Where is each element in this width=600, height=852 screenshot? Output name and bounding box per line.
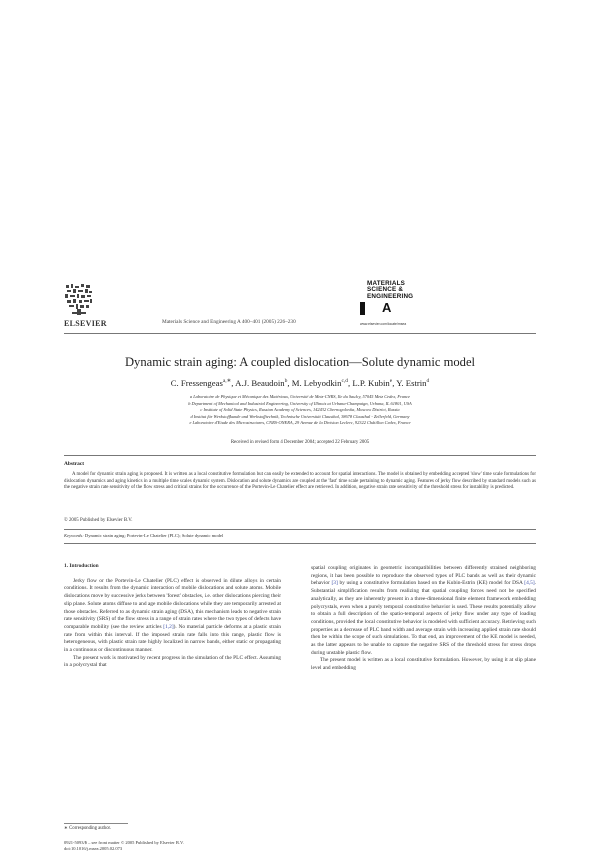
affiliation: d Institut für Werkstoffkunde und Werkstofftechnik, Technische Universität Clausthal, 38678 Clausthal - Zellerfeld, Germany — [190, 413, 410, 419]
affiliation: b Department of Mechanical and Industrial Engineering, University of Illinois at Urbana-Champaign, Urbana, IL 61801, USA — [188, 400, 412, 406]
body-paragraph — [64, 655, 281, 670]
header-divider — [64, 333, 536, 334]
abstract-copyright: © 2005 Published by Elsevier B.V. — [64, 518, 133, 523]
issn-line: 0921-5093/$ – see front matter © 2005 Published by Elsevier B.V. — [64, 840, 184, 845]
received-dates: Received in revised form 4 December 2004; accepted 22 February 2005 — [230, 440, 370, 445]
body-text: . Substantial simplification results from realizing that spatial coupling forces need not be specified analytically, as they are inherently present in a three-dimensional finite element framework embedding polycrystals, even when a purely temporal constitutive behavior is used. These results potentially allow to obtain a full description of the spatio-temporal aspects of jerky flow under any type of loading conditions, provided the local constitutive behavior is modeled with sufficient accuracy. Retrieving such properties as a decrease of PLC band width and average strain with increasing applied strain rate should then be within the scope of such simulations. To that end, an improvement of the KE model is needed, as the latter appears to be unable to capture the negative SRS of the threshold stress for stress drops during unstable plastic flow. — [311, 580, 536, 656]
abstract-top-divider — [64, 455, 536, 456]
footnote: ∗ Corresponding author. — [64, 826, 112, 831]
body-text: The present model is written as a local constitutive formulation. However, by using it at slip plane level and embedding — [311, 657, 536, 672]
author-name: A.J. Beaudoin — [235, 378, 285, 388]
author-affil-marker: a,∗ — [222, 378, 232, 385]
abstract-paragraph: A model for dynamic strain aging is proposed. It is written as a local constitutive formulation but can easily be extended to account for spatial interactions. The model is obtained by embedding accepted 'slow' time scale formulations for dislocation dynamics and aging kinetics in a multiple time scales dynamic system. Dislocation and solute dynamics are coupled at the 'fast' time scale pertaining to dynamic aging. Features of jerky flow described by standard models such as the negative strain rate sensitivity of the flow stress and critical strains for the occurrence of the Portevin-Le Chatelier effect are retrieved. In addition, negative strain rate sensitivity of the threshold stress for instability is predicted. — [64, 472, 536, 490]
author-name: C. Fressengeas — [170, 378, 223, 388]
journal-logo — [360, 281, 440, 329]
body-column-left — [64, 563, 281, 670]
author-affil-marker: b — [284, 378, 288, 385]
publisher-name: ELSEVIER — [64, 319, 107, 328]
journal-reference: Materials Science and Engineering A 400–401 (2005) 226–230 — [162, 319, 296, 325]
author-affil-marker: d — [426, 378, 430, 385]
citation-link[interactable]: [4,5] — [524, 580, 535, 587]
affiliation: c Institute of Solid State Physics, Russian Academy of Sciences, 142432 Chernogolovka, Moscow District, Russia — [200, 407, 400, 413]
keywords — [64, 533, 223, 538]
affiliation: e Laboratoire d'Etude des Microstructures, CNRS-ONERA, 29 Avenue de la Division Leclerc, 92322 Châtillon Cedex, France — [189, 420, 411, 426]
keywords-list: Dynamic strain aging; Portevin-Le Chatelier (PLC); Solute dynamic model — [84, 533, 224, 538]
body-text: spatial coupling originates in geometric incompatibilities between differently strained neighboring regions, it has been possible to reproduce the observed types of PLC bands as well as their dynamic behavior — [311, 565, 536, 587]
journal-logo-line3: ENGINEERING — [367, 292, 414, 300]
body-text: ). No material particle deforms at a plastic strain rate from within this interval. If the imposed strain rate falls into this range, plastic flow is heterogeneous, with plastic strain rate highly localized in narrow bands, either static or propagating in a continuous or discontinuous manner. — [64, 623, 281, 654]
citation-link[interactable]: [1,2] — [163, 623, 174, 630]
abstract-bottom-divider — [64, 543, 536, 544]
abstract-heading: Abstract — [64, 461, 85, 467]
body-text: The present work is motivated by recent progress in the simulation of the PLC effect. Assuming in a polycrystal that — [64, 654, 281, 669]
citation-link[interactable]: [3] — [331, 580, 338, 587]
body-paragraph — [64, 578, 281, 655]
body-paragraph — [311, 657, 536, 672]
body-text: Jerky flow or the Portevin-Le Chatelier (PLC) effect is observed in dilute alloys in certain conditions. It results from the dynamic interaction of mobile dislocations and solute atoms. Mobile dislocations move by successive jerks between 'forest' obstacles, i.e. other dislocations piercing their slip plane. Solute atoms diffuse to and age mobile dislocations while they are temporarily arrested at those obstacles. Referred to as dynamic strain aging (DSA), this mechanism leads to negative strain rate sensitivity (SRS) of the flow stress in a range of strain rates where the two types of defects have comparable mobility (see the review articles — [64, 577, 281, 630]
keywords-divider — [64, 529, 536, 530]
journal-header — [64, 280, 536, 329]
author-name: L.P. Kubin — [352, 378, 390, 388]
author-affil-marker: c,d — [341, 378, 349, 385]
abstract-text — [64, 472, 536, 492]
keywords-label: Keywords: — [64, 533, 84, 538]
author-list: C. Fressengeas$^{a,∗}$, A.J. Beaudoin$^b$, M. Lebyodkin$^{c,d}$, L.P. Kubin$^e$, Y. Estrin$^d$ — [170, 378, 430, 388]
author-name: Y. Estrin — [396, 378, 427, 388]
doi-line: doi:10.1016/j.msea.2005.02.073 — [64, 846, 123, 851]
journal-logo-letter: A — [382, 300, 392, 315]
journal-logo-text — [367, 281, 413, 300]
body-paragraph — [311, 565, 536, 657]
author-name: M. Lebyodkin — [291, 378, 342, 388]
body-text: by using a constitutive formulation based on the Kubin-Estrin (KE) model for DSA — [337, 580, 525, 587]
issn-doi — [64, 840, 184, 852]
paper-title: Dynamic strain aging: A coupled dislocation—Solute dynamic model — [124, 355, 476, 369]
journal-logo-line1: MATERIALS — [367, 280, 406, 287]
section-heading: 1. Introduction — [64, 563, 99, 569]
affiliation: a Laboratoire de Physique et Mécanique des Matériaux, Université de Metz-CNRS, Ile du Saulcy, 57045 Metz Cedex, France — [189, 394, 411, 399]
footnote-divider — [64, 823, 128, 824]
journal-logo-line2: SCIENCE & — [367, 286, 404, 294]
author-affil-marker: e — [389, 378, 393, 385]
journal-logo-bar — [360, 302, 365, 315]
journal-logo-url: www.elsevier.com/locate/msea — [360, 322, 407, 326]
affiliations — [0, 394, 600, 427]
body-column-right — [311, 565, 536, 673]
